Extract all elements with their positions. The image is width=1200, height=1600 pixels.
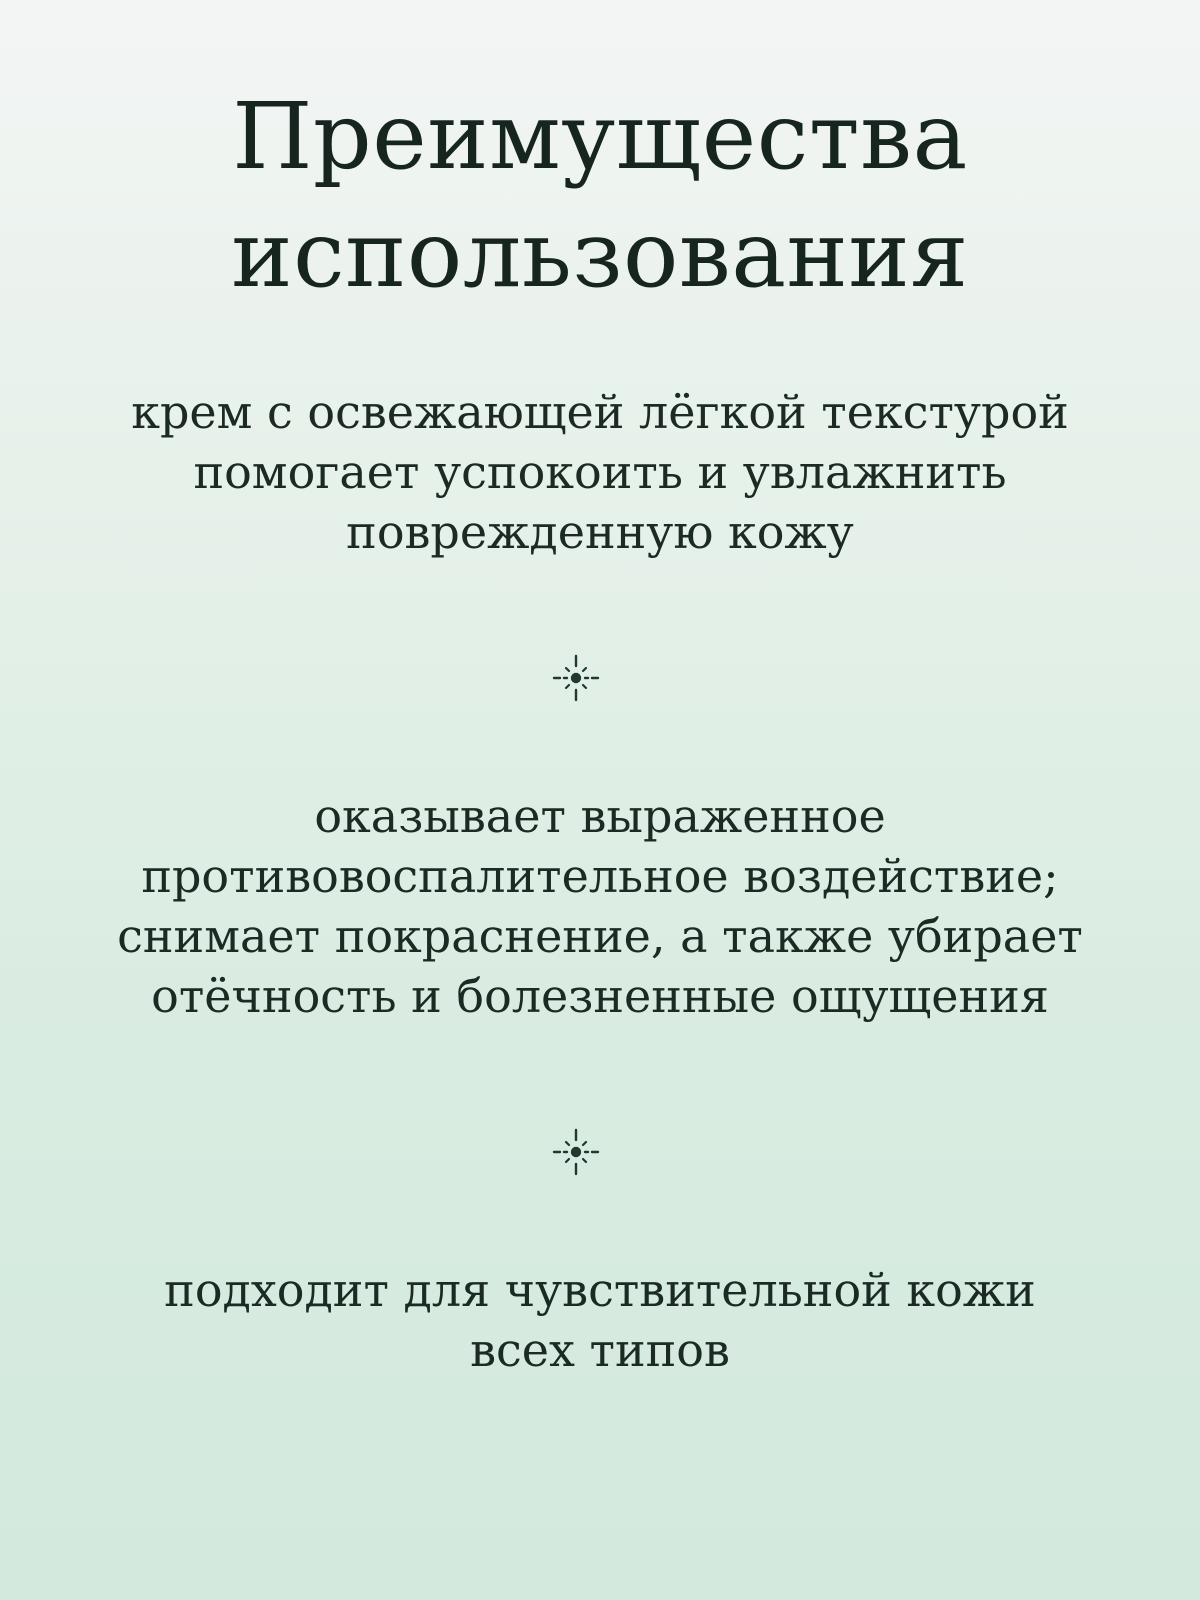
benefit-line: поврежденную кожу: [346, 505, 854, 559]
benefit-line: оказывает выраженное: [314, 789, 886, 843]
benefit-line: противовоспалительное воздействие;: [141, 849, 1059, 903]
benefit-soothing: [60, 382, 1140, 562]
benefit-line: всех типов: [470, 1323, 730, 1377]
page-title-line-2: использования: [231, 201, 969, 308]
benefit-line: крем с освежающей лёгкой текстурой: [131, 385, 1069, 439]
benefit-line: отёчность и болезненные ощущения: [151, 969, 1049, 1023]
sparkle-icon: [552, 654, 600, 702]
page-title: [0, 78, 1200, 314]
benefit-line: помогает успокоить и увлажнить: [193, 445, 1007, 499]
benefit-sensitive-skin: [60, 1260, 1140, 1380]
sparkle-icon: [552, 1128, 600, 1176]
page-title-line-1: Преимущества: [232, 83, 968, 190]
benefit-line: подходит для чувствительной кожи: [164, 1263, 1036, 1317]
benefit-line: снимает покраснение, а также убирает: [117, 909, 1083, 963]
benefit-anti-inflammatory: [60, 786, 1140, 1026]
